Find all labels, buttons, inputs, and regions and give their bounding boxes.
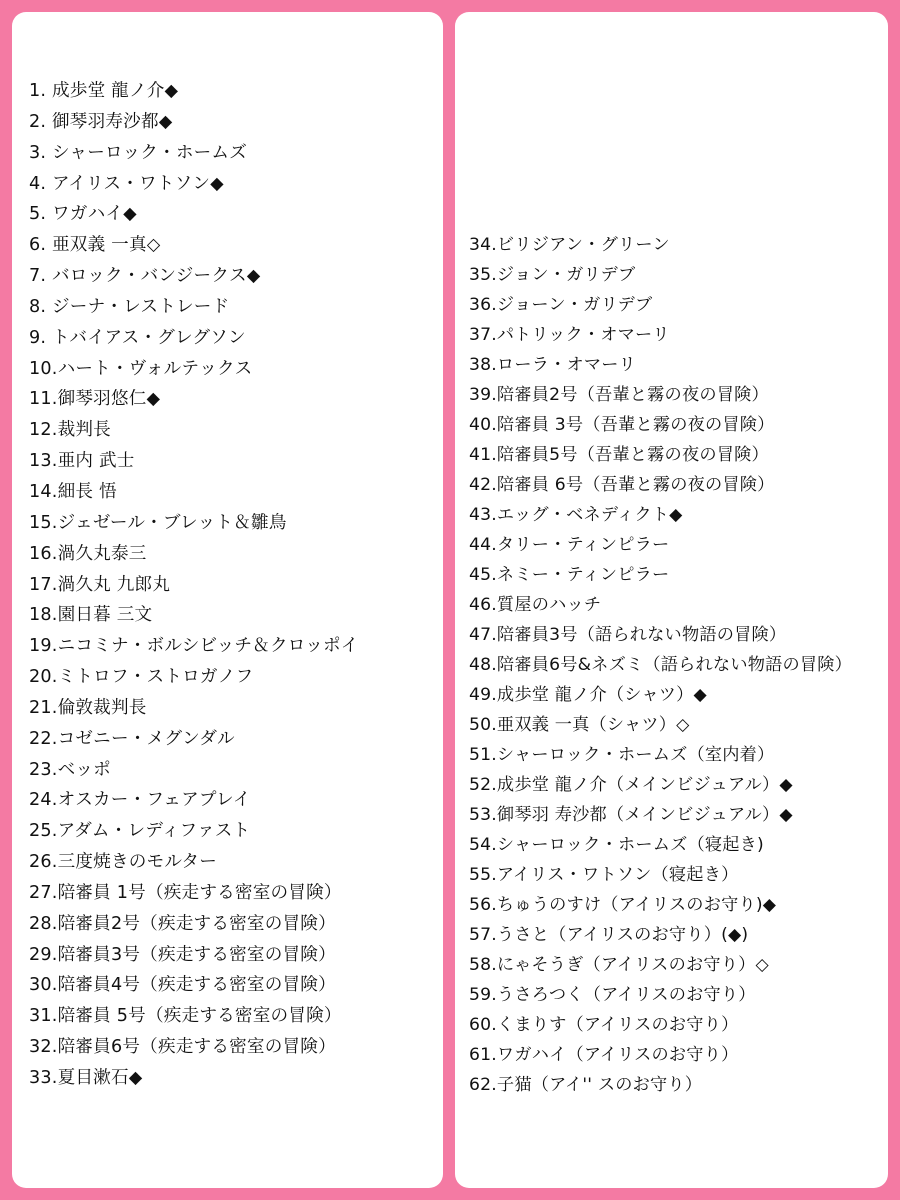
list-item: 13.亜内 武士	[29, 451, 135, 472]
list-item: 27.陪審員 1号（疾走する密室の冒険）	[29, 882, 342, 903]
list-item: 46.質屋のハッチ	[469, 595, 602, 615]
list-item: 57.うさと（アイリスのお守り）(◆)	[469, 925, 749, 945]
right-column-card	[455, 12, 888, 1188]
list-item: 58.にゃそうぎ（アイリスのお守り）◇	[469, 955, 769, 975]
list-item: 5. ワガハイ◆	[29, 204, 137, 225]
list-item: 45.ネミー・ティンピラー	[469, 565, 670, 585]
list-item: 61.ワガハイ（アイリスのお守り）	[469, 1045, 739, 1065]
list-item: 2. 御琴羽寿沙都◆	[29, 111, 173, 132]
left-character-list	[12, 76, 443, 1094]
list-item: 1. 成歩堂 龍ノ介◆	[29, 81, 179, 101]
list-item: 9. トバイアス・グレグソン	[29, 327, 246, 348]
list-item: 47.陪審員3号（語られない物語の冒険）	[469, 625, 787, 645]
list-item: 3. シャーロック・ホームズ	[29, 142, 248, 163]
list-item: 55.アイリス・ワトソン（寝起き）	[469, 865, 739, 885]
list-item: 8. ジーナ・レストレード	[29, 296, 230, 317]
list-item: 60.くまりす（アイリスのお守り）	[469, 1015, 739, 1035]
list-item: 32.陪審員6号（疾走する密室の冒険）	[29, 1037, 336, 1058]
left-column-card	[12, 12, 443, 1188]
list-item: 54.シャーロック・ホームズ（寝起き)	[469, 835, 764, 855]
right-character-list	[455, 230, 888, 1100]
list-item: 6. 亜双義 一真◇	[29, 235, 161, 256]
list-item: 23.ベッポ	[29, 759, 111, 780]
list-item: 35.ジョン・ガリデブ	[469, 265, 636, 285]
list-item: 26.三度焼きのモルター	[29, 852, 218, 873]
list-item: 15.ジェゼール・ブレット＆雛鳥	[29, 512, 287, 533]
list-item: 20.ミトロフ・ストロガノフ	[29, 667, 254, 688]
list-item: 42.陪審員 6号（吾輩と霧の夜の冒険）	[469, 475, 775, 495]
list-item: 38.ローラ・オマーリ	[469, 355, 637, 375]
list-item: 37.パトリック・オマーリ	[469, 325, 670, 345]
list-item: 29.陪審員3号（疾走する密室の冒険）	[29, 944, 336, 965]
list-item: 28.陪審員2号（疾走する密室の冒険）	[29, 913, 336, 934]
list-item: 11.御琴羽悠仁◆	[29, 389, 161, 410]
list-item: 44.タリー・ティンピラー	[469, 535, 670, 555]
list-item: 36.ジョーン・ガリデブ	[469, 295, 653, 315]
list-item: 14.細長 悟	[29, 481, 117, 502]
list-item: 39.陪審員2号（吾輩と霧の夜の冒険）	[469, 385, 769, 405]
list-item: 62.子猫（アイ'' スのお守り）	[469, 1075, 703, 1095]
list-item: 59.うさろつく（アイリスのお守り）	[469, 985, 756, 1005]
list-item: 40.陪審員 3号（吾輩と霧の夜の冒険）	[469, 415, 775, 435]
list-item: 17.渦久丸 九郎丸	[29, 574, 171, 595]
list-item: 16.渦久丸泰三	[29, 543, 147, 564]
list-item: 34.ビリジアン・グリーン	[469, 235, 670, 255]
list-item: 48.陪審員6号&ネズミ（語られない物語の冒険）	[469, 655, 853, 675]
list-item: 33.夏目漱石◆	[29, 1068, 143, 1088]
list-item: 21.倫敦裁判長	[29, 697, 147, 718]
list-item: 31.陪審員 5号（疾走する密室の冒険）	[29, 1006, 342, 1027]
list-item: 41.陪審員5号（吾輩と霧の夜の冒険）	[469, 445, 769, 465]
list-item: 12.裁判長	[29, 420, 111, 441]
list-item: 43.エッグ・ベネディクト◆	[469, 505, 683, 525]
list-item: 10.ハート・ヴォルテックス	[29, 358, 253, 379]
list-item: 56.ちゅうのすけ（アイリスのお守り)◆	[469, 895, 777, 915]
list-item: 53.御琴羽 寿沙都（メインビジュアル）◆	[469, 805, 793, 825]
list-item: 19.ニコミナ・ボルシビッチ＆クロッポイ	[29, 636, 359, 657]
list-item: 24.オスカー・フェアプレイ	[29, 790, 251, 811]
list-item: 30.陪審員4号（疾走する密室の冒険）	[29, 975, 336, 996]
list-item: 49.成歩堂 龍ノ介（シャツ）◆	[469, 685, 707, 705]
list-item: 51.シャーロック・ホームズ（室内着）	[469, 745, 775, 765]
list-item: 52.成歩堂 龍ノ介（メインビジュアル）◆	[469, 775, 793, 795]
list-item: 4. アイリス・ワトソン◆	[29, 173, 224, 194]
list-item: 25.アダム・レディファスト	[29, 821, 251, 842]
list-item: 22.コゼニー・メグンダル	[29, 728, 235, 749]
list-item: 50.亜双義 一真（シャツ）◇	[469, 715, 690, 735]
list-item: 7. バロック・バンジークス◆	[29, 266, 261, 287]
list-item: 18.園日暮 三文	[29, 605, 153, 626]
